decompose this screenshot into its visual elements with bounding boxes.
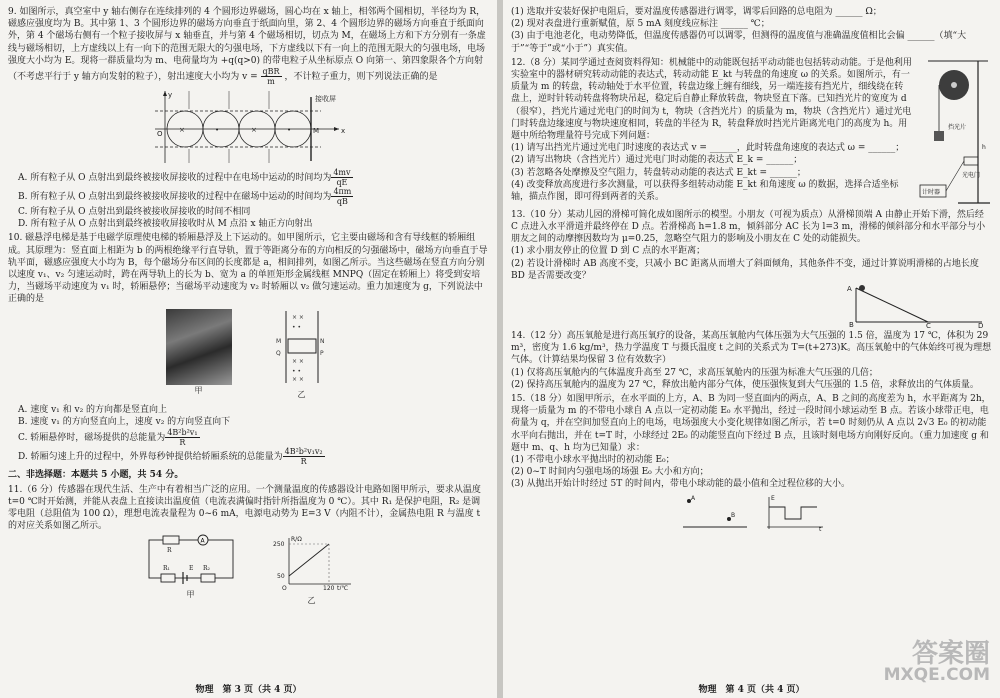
svg-text:Q: Q [275,349,281,357]
q14-part-1: (1) 仅将高压氧舱内的气体温度升高至 27 ℃，求高压氧舱内的压强为标准大气压强的几倍； [511,367,878,378]
section-heading: 二、非选择题：本题共 5 小题，共 54 分。 [8,470,184,481]
sensor-circuit-diagram [143,534,239,584]
svg-text:B: B [730,511,735,519]
question-11-figures [8,534,489,606]
q9-option-b: B. 所有粒子从 O 点射出到最终被接收屏接收的过程中在磁场中运动的时间均为 $\frac{4\pi m}{qB}$ [18,187,352,207]
svg-text:B: B [849,321,854,329]
elevator-photo-figure: 甲 [166,309,232,401]
svg-text:R₂: R₂ [202,565,210,573]
question-11-continued [511,6,992,55]
svg-text:R: R [166,547,172,555]
question-13-stem: 13.（10 分）某动儿园的滑梯可简化成如图所示的模型。小朋友（可视为质点）从滑梯顶端 A 由静止开始下滑，然后经 C 点进入水平滑道并最终停在 D 点。若滑梯高 h=1.8 m，倾斜部分 AC 长为 l=3 m，滑梯的倾斜部分和水平部分与小朋友之间的动摩擦因数均为 μ=0.25，忽略空气阻力的影响及小朋友在 C 处的动能损失。 [511,209,986,245]
question-12-text [511,57,912,207]
question-13 [511,209,992,328]
svg-text:计时器: 计时器 [922,188,941,196]
svg-text:M: M [312,127,319,136]
q10-option-b: B. 速度 v₁ 的方向竖直向上，速度 v₂ 的方向竖直向下 [18,417,231,428]
q12-part-2: (2) 请写出物块（含挡光片）通过光电门时动能的表达式 E_k = ______； [511,155,803,166]
svg-text:A: A [690,494,695,502]
question-9-options [8,168,489,230]
svg-text:M: M [275,337,281,345]
svg-text:• •: • • [291,367,301,375]
elevator-field-diagram [272,309,332,385]
q11-part-1: (1) 选取并安装好保护电阻后，要对温度传感器进行调零，调零后回路的总电阻为 ______ Ω； [511,7,882,17]
svg-text:120: 120 [322,585,334,591]
question-10-figures [8,309,489,401]
svg-text:O: O [156,130,163,139]
q12-part-3: (3) 若忽略各处摩擦及空气阻力，转盘转动动能的表达式 E_kt = ______； [511,167,806,178]
svg-text:250: 250 [272,541,284,549]
svg-text:E: E [188,565,193,573]
q10-option-d: D. 轿厢匀速上升的过程中，外界每秒钟提供给轿厢系统的总能量为 $\frac{\text{4B²b²v₁v₂}}{R}$ [18,447,323,467]
svg-text:R/Ω: R/Ω [290,536,302,544]
site-watermark: 答案圈 MXQE.COM [883,639,990,685]
question-12-stem: 12.（8 分）某同学通过查阅资料得知：机械能中的动能既包括平动动能也包括转动动能。于是他利用实验室中的器材研究转动动能的表达式，转动动能 E_kt 与转盘的角速度 ω 的关系。如图所示，有一质量为 m 的转盘，转动轴处于水平位置，转盘边缘上缠有细线，另一端连接有挡光片，细线绕在转盘上，逆时针转动转盘将物块吊起，稳定后自静止释放转盘，物块竖直下落。已知挡光片的宽度为 d（很窄），挡光片通过光电门的时间为 t，物块（含挡光片）的质量为 m，物块（含挡光片）通过光电门时转盘边缘速度与物块速度相同，转盘的半径为 R，转盘释放时挡光片距离光电门的高度为 h。用题中所给物理量符号完成下列问题： [511,57,912,142]
q14-part-2: (2) 保持高压氧舱内的温度为 27 ℃，释放出舱内部分气体，使压强恢复到大气压强的 1.5 倍，求释放出的气体质量。 [511,379,979,390]
q9-option-d: D. 所有粒子从 O 点射出到最终被接收屏接收时从 M 点沿 x 轴正方向射出 [18,219,313,230]
svg-text:R₁: R₁ [162,565,170,573]
svg-text:N: N [319,337,324,345]
svg-text:× ×: × × [291,375,304,383]
q11-part-3: (3) 由于电池老化，电动势降低，但温度传感器仍可以调零，但测得的温度值与准确温度值相比会偏 ______（填“大于”“等于”或“小于”）真实值。 [511,31,967,54]
q11-part-2: (2) 现对表盘进行重新赋值，原 5 mA 刻度线应标注 ______ ℃； [511,19,770,30]
question-11-stem: 11.（6 分）传感器在现代生活、生产中有着相当广泛的应用。一个测量温度的传感器设计电路如图甲所示，要求从温度 t=0 ℃时开始测，并能从表盘上直接读出温度值（电流表满偏时指针所指温度为 0 ℃）。其中 R₁ 是保护电阻，R₂ 是调零电阻（总阻值为 100 Ω），理想电流表量程为 0~6 mA，电源电动势为 E=3 V（内阻不计），金属热电阻 R 与温度 t 的对应关系如图乙所示。 [8,484,481,532]
q15-part-2: (2) 0~T 时间内匀强电场的场强 E₀ 大小和方向； [511,467,709,478]
svg-text:光电门: 光电门 [962,171,981,179]
svg-text:t/℃: t/℃ [336,585,348,591]
q12-part-1: (1) 请写出挡光片通过光电门时速度的表达式 v = ______，此时转盘角速度的表达式 ω = ______； [511,143,905,154]
svg-text:× ×: × × [291,357,304,365]
svg-text:×: × [178,126,185,135]
svg-text:C: C [926,322,931,329]
q13-part-2: (2) 若设计滑梯时 AB 高度不变，只减小 BC 距离从而增大了斜面倾角，其他条件不变，通过计算说明滑梯的占地长度 BD 是否需要改变？ [511,258,979,281]
page-4 [503,0,1000,698]
resistance-temperature-graph-figure: R/Ω t/℃ 250 50 120 O 乙 [269,534,355,606]
speed-fraction: $\frac{\text{qBR}}{m}$ [262,67,280,87]
elevator-photo [166,309,232,385]
page-4-content [511,6,992,680]
svg-text:E: E [770,494,775,502]
svg-text:•: • [214,126,219,135]
svg-text:A: A [200,537,205,545]
projectile-field-diagram [677,493,827,531]
svg-text:•: • [286,126,291,135]
question-12 [511,57,992,207]
svg-text:× ×: × × [291,313,304,321]
q15-part-1: (1) 不带电小球水平抛出时的初动能 E₀； [511,455,675,466]
svg-text:h: h [982,143,986,151]
question-9 [8,6,489,230]
q12-part-4: (4) 改变释放高度进行多次测量，可以获得多组转动动能 E_kt 和角速度 ω 的数据，选择合适坐标轴，描点作图，即可得到两者的关系。 [511,179,899,203]
svg-text:挡光片: 挡光片 [948,123,967,131]
page-3-content [8,6,489,680]
question-11 [8,484,489,607]
sensor-circuit-figure: A R R₁ R₂ E 甲 [143,534,239,606]
slide-diagram [832,282,992,328]
svg-text:x: x [340,127,345,136]
rotating-disk-apparatus [918,57,992,207]
q10-option-c: C. 轿厢悬停时，磁场提供的总能量为 $\frac{\text{4B²b²v₁}}{R}$ [18,428,198,448]
question-10-stem: 10. 磁悬浮电梯是基于电磁学原理使电梯的轿厢悬浮及上下运动的。如甲图所示，它主要由磁场和含有导线框的轿厢组成。其原理为：竖直面上相距为 b 的两根绝缘平行直导轨，置于等距离分布的方向相反的匀强磁场中，磁场方向垂直于导轨平面，磁感应强度大小均为 B，每个磁场分布区间的长度都是 a，相间排列，如图乙所示。当这些磁场在竖直方向分别以速度 v₁、v₂ 匀速运动时，跨在两导轨上的长为 b、宽为 a 的单匝矩形金属线框 MNPQ（固定在轿厢上）将受到安培力，当磁场平动速度为 v₁ 时，轿厢悬停；当磁场平动速度为 v₂ 时轿厢以 v₂ 做匀速运动。重力加速度为 g，下列说法中正确的是 [8,233,488,305]
svg-text:y: y [167,91,172,100]
svg-text:A: A [847,285,852,294]
svg-text:• •: • • [291,323,301,331]
page-3 [0,0,497,698]
question-15 [511,393,992,531]
q9-option-c: C. 所有粒子从 O 点射出到最终被接收屏接收的时间不相同 [18,207,251,218]
receiver-screen-label: 接收屏 [314,95,336,104]
question-9-stem: 9. 如图所示，真空室中 y 轴右侧存在连续排列的 4 个圆形边界磁场，圆心均在 x 轴上，相邻两个圆相切，半径均为 R，磁感应强度均为 B。其中第 1、3 个圆形边界的磁场方向垂直于纸面向里，第 2、4 个圆形边界的磁场方向垂直于纸面向外，第 4 个磁场右侧有一个粒子接收屏与 x 轴垂直，并与第 4 个磁场相切，切点为 M，在磁场上方和下方分别有一条虚线与磁场相切，上方虚线以上有一向下的范围无限大的匀强电场，下方虚线以下有一向上的范围无限大的匀强电场，电场强度大小均为 E。现将一群质量均为 m、电荷量均为 +q(q>0) 的带电粒子从坐标原点 O 向第一、第四象限各个方向射（不考虑平行于 y 轴方向发射的粒子），射出速度大小均为 v = $\frac{\text{qBR}}{m}$ ，不计粒子重力，则下列说法正确的是 [8,7,486,87]
q10-option-a: A. 速度 v₁ 和 v₂ 的方向都是竖直向上 [18,405,168,416]
svg-text:50: 50 [276,573,285,581]
question-10 [8,232,489,466]
page-4-footer: 物理 第 4 页（共 4 页） [698,685,805,695]
magnetic-field-figure [149,89,349,165]
svg-text:t: t [818,525,821,531]
svg-text:O: O [281,585,287,591]
question-14 [511,330,992,391]
resistance-temperature-graph [269,534,355,590]
svg-text:P: P [319,349,324,357]
q13-part-1: (1) 求小朋友停止的位置 D 到 C 点的水平距离； [511,246,706,257]
svg-text:D: D [978,322,984,329]
q15-part-3: (3) 从抛出开始计时经过 5T 的时间内，带电小球动能的最小值和全过程位移的大小。 [511,479,851,490]
question-15-stem: 15.（18 分）如图甲所示，在水平面的上方，A、B 为同一竖直面内的两点，A、B 之间的高度差为 h，水平距离为 2h，现将一质量为 m 的不带电小球自 A 点以一定初动能 E₀ 水平抛出，经过一段时间小球运动至 B 点。若该小球带正电，电荷量为 q，并在空间加竖直向上的电场，电场强度大小变化规律如图乙所示，若 t=0 时刻仍从 A 点以 2√3 E₀ 的初动能水平向右抛出，并在 t=T 时，小球经过 2E₀ 的动能竖直向下经过 B 点，且该时刻电场方向刚好反向。（重力加速度 g 和题中 m、q、h 均为已知量）求： [511,394,991,453]
page-3-footer: 物理 第 3 页（共 4 页） [195,685,302,695]
elevator-diagram-figure: × × • • × × • • × × M N Q P 乙 [272,309,332,401]
question-10-options [8,404,489,466]
svg-text:×: × [250,126,257,135]
q9-option-a: A. 所有粒子从 O 点射出到最终被接收屏接收的过程中在电场中运动的时间均为 $\frac{4mv}{qE}$ [18,168,351,188]
question-14-stem: 14.（12 分）高压氧舱是进行高压氧疗的设备，某高压氧舱内气体压强为大气压强的 1.5 倍，温度为 17 ℃，体积为 29 m³，密度为 1.6 kg/m³，热力学温度 T 与摄氏温度 t 之间的关系式为 T=(t+273)K。高压氧舱中的气体始终可视为理想气体。（计算结果均保留 3 位有效数字） [511,331,992,366]
